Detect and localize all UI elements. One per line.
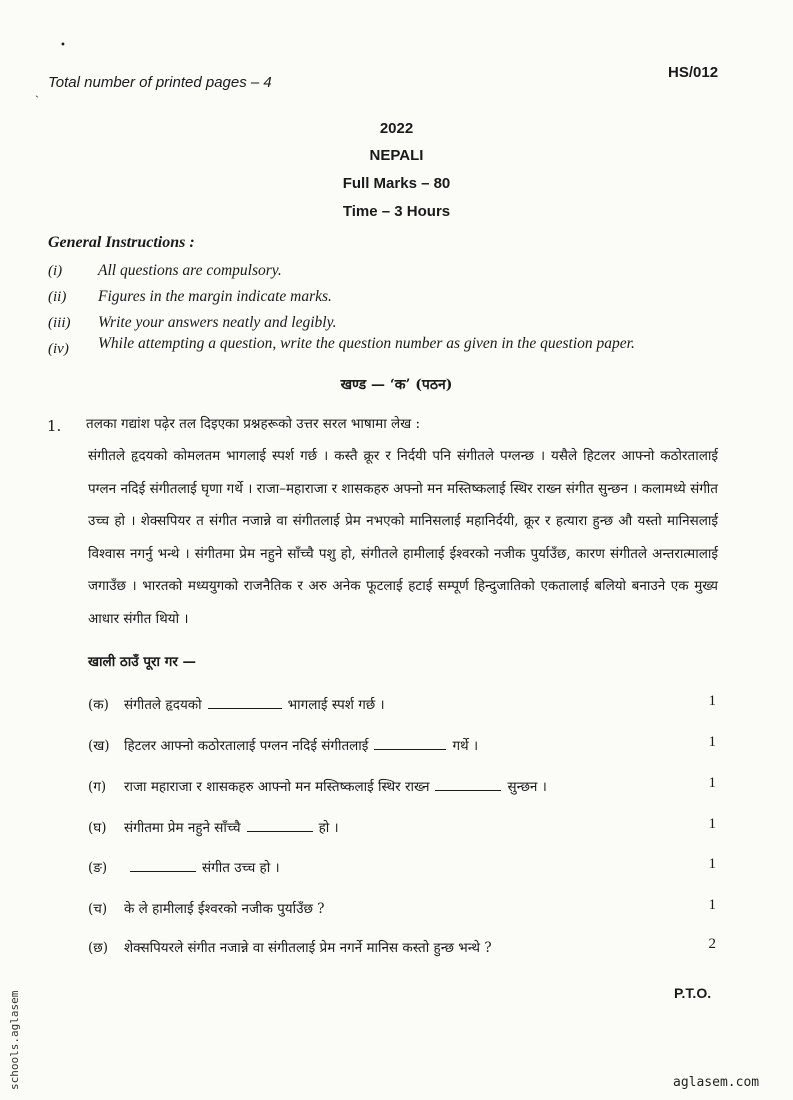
question-prompt: तलका गद्यांश पढ़ेर तल दिइएका प्रश्नहरूको उत्तर सरल भाषामा लेख : — [86, 416, 421, 432]
question-number: 1. — [47, 417, 62, 435]
scan-dot: • — [60, 40, 66, 51]
instructions-title: General Instructions : — [48, 234, 195, 251]
section-title: खण्ड — ‘क’ (पठन) — [340, 377, 453, 393]
instruction-number: (iii) — [48, 315, 71, 331]
site-watermark: aglasem.com — [673, 1075, 760, 1090]
item-mark: 1 — [708, 775, 716, 791]
item-mark: 1 — [708, 734, 716, 750]
fill-blanks-title: खाली ठाउँ पूरा गर — — [88, 654, 197, 670]
instruction-number: (ii) — [48, 289, 67, 305]
pto-label: P.T.O. — [674, 985, 712, 1001]
answer-blank — [374, 737, 446, 750]
instruction-number: (iv) — [48, 341, 69, 357]
item-text: हिटलर आफ्नो कठोरतालाई पग्लन नदिई संगीतलाई गर्थे । — [124, 738, 479, 754]
item-label: (ग) — [88, 779, 107, 795]
item-mark: 1 — [708, 856, 716, 872]
scan-mark: ˎ — [35, 84, 39, 98]
instruction-number: (i) — [48, 263, 63, 279]
answer-blank — [247, 819, 313, 832]
instruction-text: Figures in the margin indicate marks. — [98, 288, 332, 305]
item-label: (क) — [88, 697, 109, 713]
item-text: संगीतले हृदयको भागलाई स्पर्श गर्छ । — [124, 697, 385, 713]
instruction-text: While attempting a question, write the question number as given in the question paper. — [98, 335, 635, 352]
answer-blank — [208, 696, 282, 709]
item-text: शेक्सपियरले संगीत नजान्ने वा संगीतलाई प्रेम नगर्ने मानिस कस्तो हुन्छ भन्थे ? — [124, 940, 492, 956]
printed-pages: Total number of printed pages – 4 — [48, 74, 272, 91]
item-text: के ले हामीलाई ईश्वरको नजीक पुर्याउँछ ? — [124, 901, 325, 917]
item-text: संगीत उच्च हो । — [124, 858, 280, 876]
item-label: (घ) — [88, 820, 107, 836]
exam-year: 2022 — [379, 120, 414, 137]
instruction-text: Write your answers neatly and legibly. — [98, 314, 337, 331]
side-watermark: schools.aglasem — [8, 990, 21, 1090]
instruction-text: All questions are compulsory. — [98, 262, 282, 279]
item-label: (ख) — [88, 738, 110, 754]
paper-code: HS/012 — [668, 64, 719, 81]
subject-title: NEPALI — [369, 147, 424, 164]
answer-blank — [130, 859, 196, 872]
item-label: (छ) — [88, 940, 108, 956]
item-text: राजा महाराजा र शासकहरु आफ्नो मन मस्तिष्कलाई स्थिर राख्न सुन्छन । — [124, 779, 547, 795]
item-text: संगीतमा प्रेम नहुने साँच्चै हो । — [124, 820, 339, 836]
item-mark: 1 — [708, 693, 716, 709]
item-mark: 2 — [708, 936, 716, 952]
item-label: (ङ) — [88, 860, 108, 876]
answer-blank — [435, 778, 501, 791]
item-label: (च) — [88, 901, 108, 917]
reading-passage: संगीतले हृदयको कोमलतम भागलाई स्पर्श गर्छ । कस्तै क्रूर र निर्दयी पनि संगीतले पग्लन्छ । यसैले हिटलर आफ्नो कठोरतालाई पग्लन नदिई संगीतलाई घृणा गर्थे । राजा–महाराजा र शासकहरु अफ्नो मन मस्तिष्कलाई स्थिर राख्न संगीत सुन्छन । कलामध्ये संगीत उच्च हो । शेक्सपियर त संगीत नजान्ने वा संगीतलाई प्रेम नभएको मानिसलाई महानिर्दयी, क्रूर र हत्यारा हुन्छ औ यस्तो मानिसलाई विश्वास नगर्नु भन्थे । संगीतमा प्रेम नहुने साँच्चै पशु हो, संगीतले हामीलाई ईश्वरको नजीक पुर्याउँछ, कारण संगीतले अन्तरात्मालाई जगाउँछ । भारतको मध्ययुगको राजनैतिक र अरु अनेक फूटलाई हटाई सम्पूर्ण हिन्दुजातिको एकतालाई बलियो बनाउने एक मुख्य आधार संगीत थियो । — [88, 448, 718, 627]
time-allowed: Time – 3 Hours — [342, 203, 451, 220]
item-mark: 1 — [708, 816, 716, 832]
item-mark: 1 — [708, 897, 716, 913]
full-marks: Full Marks – 80 — [342, 175, 451, 192]
